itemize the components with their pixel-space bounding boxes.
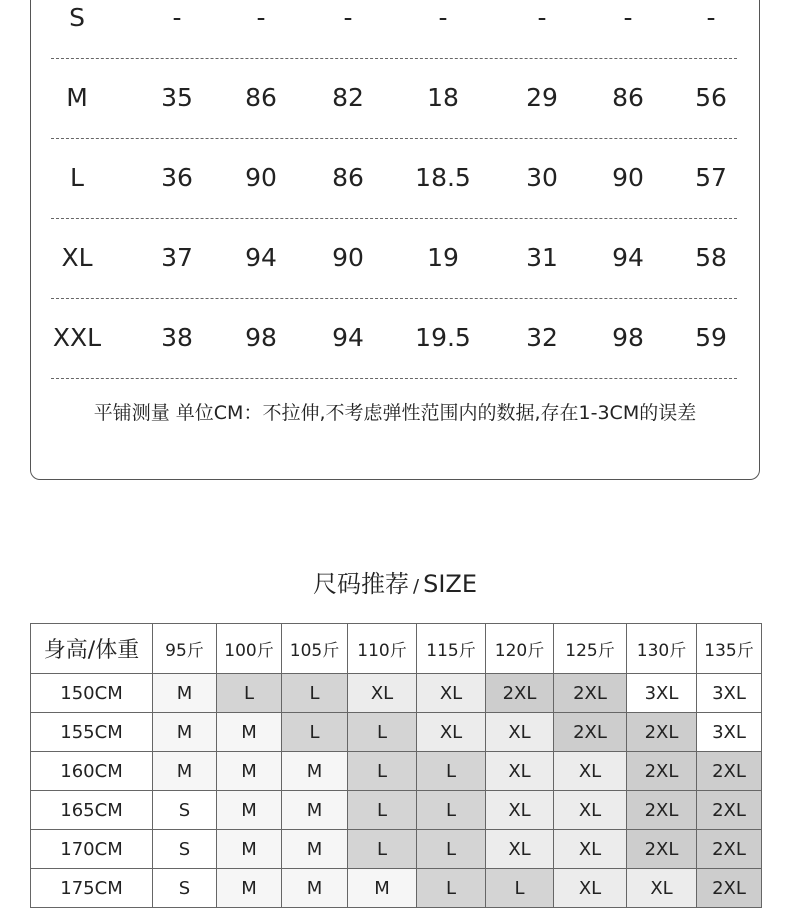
measurement-value: 86 (245, 83, 277, 112)
size-label: M (66, 83, 88, 112)
measurement-value: 94 (245, 243, 277, 272)
size-cell: 2XL (627, 830, 697, 869)
size-cell: 2XL (697, 830, 762, 869)
weight-header: 135斤 (697, 624, 762, 674)
size-recommend-body (31, 674, 762, 908)
size-cell: 2XL (554, 674, 627, 713)
size-cell: XL (554, 869, 627, 908)
measurement-value: 59 (695, 323, 727, 352)
measurement-value: 32 (526, 323, 558, 352)
size-cell: M (282, 869, 348, 908)
measurement-value: 94 (612, 243, 644, 272)
size-cell: M (282, 791, 348, 830)
table-row (31, 869, 762, 908)
measurement-value: 30 (526, 163, 558, 192)
size-cell: M (282, 752, 348, 791)
size-cell: 2XL (697, 791, 762, 830)
size-recommend-title (0, 564, 790, 599)
measurement-row (51, 298, 737, 379)
size-cell: 2XL (554, 713, 627, 752)
size-cell: M (217, 713, 282, 752)
table-row (31, 674, 762, 713)
measurement-value: - (172, 3, 182, 32)
size-cell: M (217, 869, 282, 908)
measurement-value: 90 (612, 163, 644, 192)
size-label: XXL (52, 323, 102, 352)
weight-header-row (31, 624, 762, 674)
size-cell: L (348, 830, 417, 869)
measurement-value: - (537, 3, 547, 32)
size-cell: 3XL (697, 674, 762, 713)
size-label: S (69, 3, 85, 32)
measurement-value: - (343, 3, 353, 32)
size-cell: XL (417, 674, 486, 713)
size-cell: M (153, 752, 217, 791)
size-cell: M (153, 713, 217, 752)
size-cell: L (348, 752, 417, 791)
size-cell: 2XL (486, 674, 554, 713)
size-cell: L (282, 713, 348, 752)
measurement-card (30, 0, 760, 480)
weight-header: 95斤 (153, 624, 217, 674)
measurement-value: 35 (161, 83, 193, 112)
size-cell: L (417, 830, 486, 869)
size-cell: S (153, 830, 217, 869)
measurement-value: 94 (332, 323, 364, 352)
measurement-value: 31 (526, 243, 558, 272)
measurement-value: 19 (427, 243, 459, 272)
size-cell: XL (486, 791, 554, 830)
size-cell: 2XL (627, 713, 697, 752)
table-row (31, 713, 762, 752)
height-label: 160CM (31, 752, 153, 791)
measurement-value: 29 (526, 83, 558, 112)
size-cell: XL (554, 830, 627, 869)
size-cell: XL (486, 830, 554, 869)
measurement-value: 18.5 (415, 163, 471, 192)
height-label: 170CM (31, 830, 153, 869)
height-label: 175CM (31, 869, 153, 908)
measurement-value: 86 (332, 163, 364, 192)
size-cell: 2XL (697, 752, 762, 791)
size-cell: L (348, 713, 417, 752)
measurement-row (51, 58, 737, 139)
measurement-value: 90 (332, 243, 364, 272)
measurement-note: 平铺测量 单位CM：不拉伸,不考虑弹性范围内的数据,存在1-3CM的误差 (93, 402, 697, 424)
size-cell: L (417, 869, 486, 908)
size-cell: 3XL (627, 674, 697, 713)
measurement-value: 90 (245, 163, 277, 192)
size-cell: M (217, 791, 282, 830)
measurement-value: - (706, 3, 716, 32)
size-cell: L (417, 791, 486, 830)
size-cell: XL (417, 713, 486, 752)
measurement-value: - (623, 3, 633, 32)
size-cell: XL (554, 752, 627, 791)
weight-header: 115斤 (417, 624, 486, 674)
size-cell: XL (348, 674, 417, 713)
measurement-value: 56 (695, 83, 727, 112)
table-row (31, 830, 762, 869)
size-cell: S (153, 869, 217, 908)
size-cell: XL (486, 752, 554, 791)
weight-header: 120斤 (486, 624, 554, 674)
size-cell: M (153, 674, 217, 713)
size-cell: XL (554, 791, 627, 830)
measurement-row (51, 138, 737, 219)
height-label: 165CM (31, 791, 153, 830)
measurement-value: 18 (427, 83, 459, 112)
size-cell: XL (486, 713, 554, 752)
size-cell: 2XL (627, 752, 697, 791)
weight-header: 100斤 (217, 624, 282, 674)
measurement-value: - (256, 3, 266, 32)
height-weight-corner: 身高/体重 (31, 624, 153, 674)
size-cell: XL (627, 869, 697, 908)
size-label: L (70, 163, 84, 192)
size-cell: M (217, 752, 282, 791)
weight-header: 110斤 (348, 624, 417, 674)
title-cn: 尺码推荐 (313, 570, 409, 598)
table-row (31, 791, 762, 830)
title-slash: / (413, 576, 420, 597)
height-label: 155CM (31, 713, 153, 752)
size-cell: L (417, 752, 486, 791)
weight-header: 105斤 (282, 624, 348, 674)
measurement-value: 58 (695, 243, 727, 272)
size-cell: 3XL (697, 713, 762, 752)
title-en: SIZE (423, 570, 477, 598)
size-cell: L (282, 674, 348, 713)
weight-header: 125斤 (554, 624, 627, 674)
measurement-row (51, 0, 737, 59)
measurement-value: - (438, 3, 448, 32)
size-cell: 2XL (627, 791, 697, 830)
size-cell: L (217, 674, 282, 713)
size-recommend-table (30, 623, 762, 908)
size-cell: L (486, 869, 554, 908)
measurement-value: 86 (612, 83, 644, 112)
weight-header: 130斤 (627, 624, 697, 674)
height-label: 150CM (31, 674, 153, 713)
table-row (31, 752, 762, 791)
measurement-value: 37 (161, 243, 193, 272)
size-cell: 2XL (697, 869, 762, 908)
measurement-value: 19.5 (415, 323, 471, 352)
measurement-row (51, 218, 737, 299)
size-cell: M (348, 869, 417, 908)
measurement-value: 57 (695, 163, 727, 192)
measurement-value: 36 (161, 163, 193, 192)
size-label: XL (61, 243, 93, 272)
measurement-value: 98 (245, 323, 277, 352)
measurement-value: 82 (332, 83, 364, 112)
measurement-value: 38 (161, 323, 193, 352)
size-cell: M (217, 830, 282, 869)
size-cell: L (348, 791, 417, 830)
size-cell: M (282, 830, 348, 869)
measurement-value: 98 (612, 323, 644, 352)
size-cell: S (153, 791, 217, 830)
